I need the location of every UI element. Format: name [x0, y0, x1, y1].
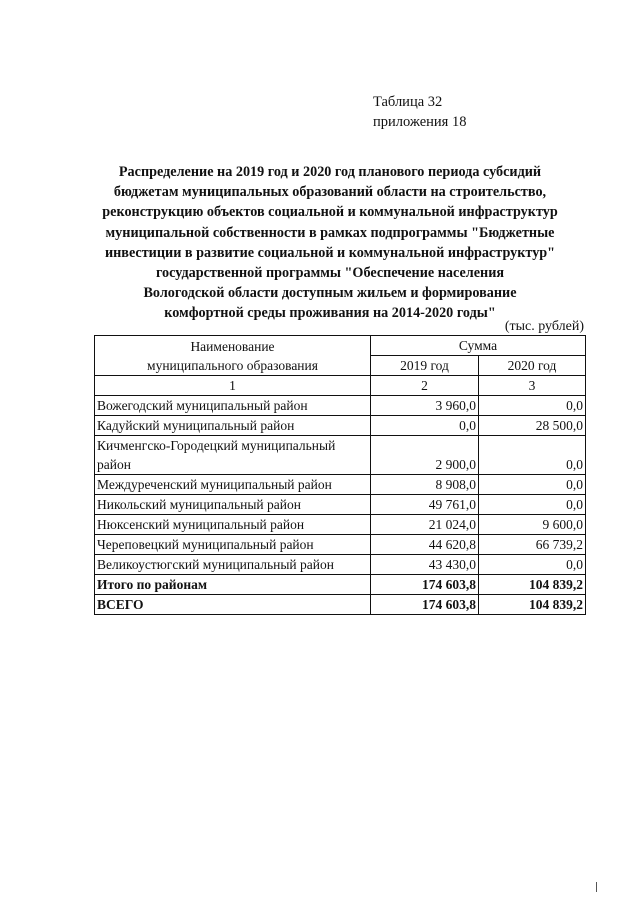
title-line: государственной программы "Обеспечение населения [155, 265, 505, 282]
table-row [95, 515, 586, 535]
column-number: 2 [371, 376, 479, 396]
table-row [95, 416, 586, 436]
district-name: Кичменгско-Городецкий муниципальный район [95, 436, 371, 475]
district-name: Вожегодский муниципальный район [95, 396, 371, 416]
amount-2020: 0,0 [479, 436, 586, 475]
amount-2019: 2 900,0 [371, 436, 479, 475]
amount-2019: 0,0 [371, 416, 479, 436]
title-line: инвестиции в развитие социальной и коммунальной инфраструктур" [104, 244, 556, 261]
amount-2020: 0,0 [479, 555, 586, 575]
subtotal-row [95, 575, 586, 595]
header-year-2020: 2020 год [479, 356, 586, 376]
district-name: Кадуйский муниципальный район [95, 416, 371, 436]
title-line: бюджетам муниципальных образований области на строительство, [113, 184, 547, 201]
total-label: ВСЕГО [95, 595, 371, 615]
amount-2019: 49 761,0 [371, 495, 479, 515]
column-number: 1 [95, 376, 371, 396]
amount-2019: 8 908,0 [371, 475, 479, 495]
annex-reference [373, 92, 466, 132]
title-line: комфортной среды проживания на 2014-2020 годы" [164, 305, 496, 322]
table-row [95, 475, 586, 495]
table-row [95, 396, 586, 416]
table-row [95, 436, 586, 475]
total-row [95, 595, 586, 615]
amount-2020: 0,0 [479, 475, 586, 495]
district-name: Междуреченский муниципальный район [95, 475, 371, 495]
amount-2019: 21 024,0 [371, 515, 479, 535]
subsidy-table [94, 335, 586, 615]
table-header-row [95, 336, 586, 356]
document-title [70, 162, 590, 324]
title-line: муниципальной собственности в рамках подпрограммы "Бюджетные [105, 224, 555, 241]
units-label: (тыс. рублей) [504, 319, 584, 334]
amount-2020: 0,0 [479, 495, 586, 515]
district-name: Великоустюгский муниципальный район [95, 555, 371, 575]
header-year-2019: 2019 год [371, 356, 479, 376]
amount-2019: 44 620,8 [371, 535, 479, 555]
amount-2020: 0,0 [479, 396, 586, 416]
scan-mark [596, 882, 597, 892]
amount-2019: 3 960,0 [371, 396, 479, 416]
table-row [95, 555, 586, 575]
district-name: Никольский муниципальный район [95, 495, 371, 515]
district-name: Череповецкий муниципальный район [95, 535, 371, 555]
header-sum: Сумма [371, 336, 586, 356]
table-row [95, 495, 586, 515]
header-name-line2: муниципального образования [95, 356, 371, 376]
annex-appendix-number: приложения 18 [373, 114, 467, 130]
title-line: реконструкцию объектов социальной и коммунальной инфраструктур [102, 204, 558, 221]
title-line: Распределение на 2019 год и 2020 год планового периода субсидий [118, 164, 542, 180]
table-row [95, 535, 586, 555]
amount-2020: 9 600,0 [479, 515, 586, 535]
title-line: Вологодской области доступным жильем и формирование [143, 285, 517, 302]
amount-2020: 28 500,0 [479, 416, 586, 436]
subtotal-2020: 104 839,2 [479, 575, 586, 595]
header-name-line1: Наименование [95, 336, 371, 356]
total-2020: 104 839,2 [479, 595, 586, 615]
table-header-row [95, 356, 586, 376]
total-2019: 174 603,8 [371, 595, 479, 615]
amount-2020: 66 739,2 [479, 535, 586, 555]
subtotal-2019: 174 603,8 [371, 575, 479, 595]
column-number-row [95, 376, 586, 396]
district-name: Нюксенский муниципальный район [95, 515, 371, 535]
annex-table-number: Таблица 32 [373, 94, 443, 110]
column-number: 3 [479, 376, 586, 396]
subtotal-label: Итого по районам [95, 575, 371, 595]
amount-2019: 43 430,0 [371, 555, 479, 575]
